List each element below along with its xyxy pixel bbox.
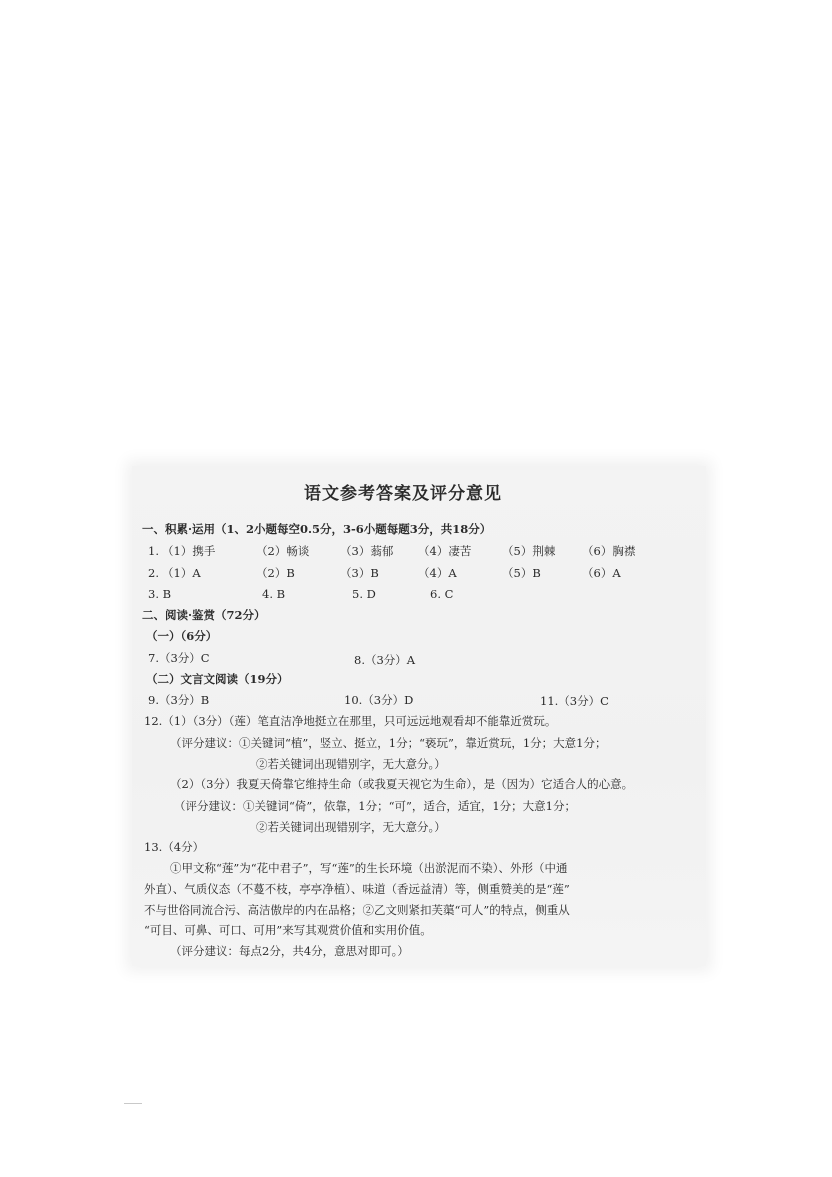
q12-1-scoring-note: （评分建议：①关键词“植”，竖立、挺立，1分；“亵玩”，靠近赏玩，1分；大意1分； <box>170 736 607 750</box>
q2-answer: （5）B <box>502 566 541 580</box>
q1-answer: （4）凄苦 <box>418 544 472 558</box>
q2-answer: （4）A <box>418 566 457 580</box>
q2-number: 2. <box>148 566 159 580</box>
q12-2-scoring-note: （评分建议：①关键词“倚”，依靠，1分；“可”，适合，适宜，1分；大意1分； <box>174 799 576 813</box>
part-2-header: （二）文言文阅读（19分） <box>146 672 289 686</box>
q13-header: 13.（4分） <box>144 840 205 854</box>
q5-answer: 5. D <box>352 587 376 601</box>
q1-answer: （1）携手 <box>162 544 216 558</box>
scan-artifact-mark <box>124 1103 142 1104</box>
q13-answer-line: 不与世俗同流合污、高洁傲岸的内在品格；②乙文则紧扣芙蕖“可人”的特点，侧重从 <box>144 903 570 917</box>
q2-answer: （6）A <box>582 566 621 580</box>
q1-number: 1. <box>148 544 159 558</box>
q7-answer: 7.（3分）C <box>148 651 210 665</box>
q12-2-scoring-note: ②若关键词出现错别字，无大意分。） <box>256 820 446 834</box>
q2-answer: （2）B <box>256 566 295 580</box>
q11-answer: 11.（3分）C <box>540 694 609 708</box>
q13-answer-line: “可目、可鼻、可口、可用”来写其观赏价值和实用价值。 <box>144 923 432 937</box>
q10-answer: 10.（3分）D <box>344 693 414 707</box>
q1-answer: （5）荆棘 <box>502 544 556 558</box>
q13-answer-line: ①甲文称“莲”为“花中君子”，写“莲”的生长环境（出淤泥而不染）、外形（中通 <box>170 861 568 875</box>
q12-1-scoring-note: ②若关键词出现错别字，无大意分。） <box>256 757 446 771</box>
part-1-header: （一）（6分） <box>146 629 218 643</box>
q1-answer: （3）蓊郁 <box>340 544 394 558</box>
q2-answer: （3）B <box>340 566 379 580</box>
q8-answer: 8.（3分）A <box>354 653 416 667</box>
q9-answer: 9.（3分）B <box>148 693 210 707</box>
q12-2-answer: （2）（3分）我夏天倚靠它维持生命（或我夏天视它为生命），是（因为）它适合人的心意。 <box>170 777 634 791</box>
page-title: 语文参考答案及评分意见 <box>304 484 502 504</box>
q13-answer-line: 外直）、气质仪态（不蔓不枝，亭亭净植）、味道（香远益清）等，侧重赞美的是“莲” <box>144 882 570 896</box>
q2-answer: （1）A <box>162 566 201 580</box>
q1-answer: （6）胸襟 <box>582 544 636 558</box>
q12-1-answer: 12.（1）（3分）（莲）笔直洁净地挺立在那里，只可远远地观看却不能靠近赏玩。 <box>144 714 557 728</box>
q3-answer: 3. B <box>148 587 172 601</box>
section-1-header: 一、积累·运用（1、2小题每空0.5分，3-6小题每题3分，共18分） <box>142 522 492 536</box>
q13-scoring-note: （评分建议：每点2分，共4分，意思对即可。） <box>170 944 409 958</box>
q6-answer: 6. C <box>430 587 454 601</box>
section-2-header: 二、阅读·鉴赏（72分） <box>142 608 266 622</box>
q1-answer: （2）畅谈 <box>256 544 310 558</box>
q4-answer: 4. B <box>262 587 286 601</box>
